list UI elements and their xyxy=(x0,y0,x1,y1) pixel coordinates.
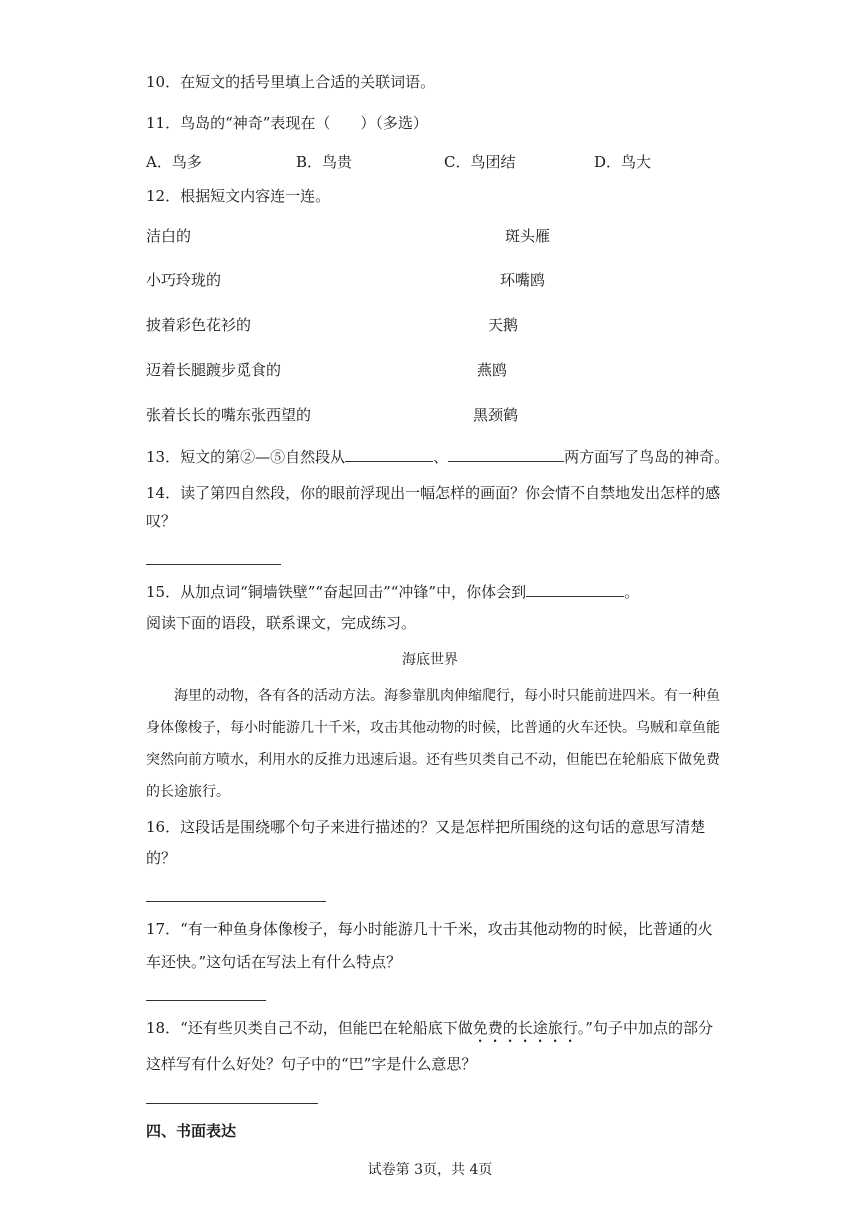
match-right-item: 环嘴鸥 xyxy=(500,271,546,289)
question-18-line1 xyxy=(146,1018,713,1046)
page-footer: 试卷第 3页，共 4页 xyxy=(367,1162,493,1178)
answer-blank[interactable] xyxy=(448,445,564,462)
option-c: C．鸟团结 xyxy=(444,153,516,171)
section-heading: 四、书面表达 xyxy=(146,1122,237,1140)
passage-text: 海里的动物，各有各的活动方法。海参靠肌肉伸缩爬行，每小时只能前进四米。有一种鱼身体像梭子，每小时能游几十千米，攻击其他动物的时候，比普通的火车还快。乌贼和章鱼能突然向前方喷水，利用水的反推力迅速后退。还有些贝类自己不动，但能巴在轮船底下做免费的长途旅行。 xyxy=(146,688,720,800)
answer-line[interactable] xyxy=(146,1000,266,1001)
question-14-line1: 14．读了第四自然段，你的眼前浮现出一幅怎样的画面？你会情不自禁地发出怎样的感 xyxy=(146,484,721,502)
question-14-line2: 叹？ xyxy=(146,512,177,530)
question-13 xyxy=(146,445,729,467)
match-right-item: 燕鸥 xyxy=(477,361,508,379)
answer-line[interactable] xyxy=(146,564,281,565)
match-left-item: 小巧玲珑的 xyxy=(146,271,222,289)
answer-line[interactable] xyxy=(146,1103,318,1104)
question-17-line2: 车还快。”这句话在写法上有什么特点？ xyxy=(146,953,402,971)
question-15-text: 。 xyxy=(624,583,640,601)
question-10: 10．在短文的括号里填上合适的关联词语。 xyxy=(146,73,436,91)
question-16-line1: 16．这段话是围绕哪个句子来进行描述的？又是怎样把所围绕的这句话的意思写清楚 xyxy=(146,818,706,836)
question-13-text: 13．短文的第②—⑤自然段从 xyxy=(146,448,346,466)
question-11: 11．鸟岛的“神奇”表现在（ ）（多选） xyxy=(146,114,428,132)
match-left-item: 披着彩色花衫的 xyxy=(146,316,252,334)
question-18-text: 18．“还有些贝类自己不动，但能巴在轮船底下做 xyxy=(146,1019,473,1037)
passage-title: 海底世界 xyxy=(402,652,458,668)
match-right-item: 天鹅 xyxy=(488,316,519,334)
question-13-text: 两方面写了鸟岛的神奇。 xyxy=(564,448,730,466)
reading-intro: 阅读下面的语段，联系课文，完成练习。 xyxy=(146,614,417,632)
answer-blank[interactable] xyxy=(345,445,433,462)
question-12: 12．根据短文内容连一连。 xyxy=(146,187,331,205)
question-16-line2: 的？ xyxy=(146,849,177,867)
question-18-line2: 这样写有什么好处？句子中的“巴”字是什么意思？ xyxy=(146,1055,477,1073)
answer-blank[interactable] xyxy=(526,580,624,597)
question-18-text: 。”句子中加点的部分 xyxy=(577,1019,713,1037)
dotted-phrase: 免费的长途旅行 xyxy=(472,1019,578,1037)
option-a: A．鸟多 xyxy=(146,153,202,171)
question-13-text: 、 xyxy=(433,448,449,466)
answer-line[interactable] xyxy=(146,901,326,902)
match-left-item: 洁白的 xyxy=(146,227,192,245)
match-left-item: 迈着长腿踱步觅食的 xyxy=(146,361,282,379)
match-right-item: 斑头雁 xyxy=(505,227,551,245)
match-left-item: 张着长长的嘴东张西望的 xyxy=(146,406,312,424)
question-15 xyxy=(146,580,639,602)
option-b: B．鸟贵 xyxy=(296,153,353,171)
question-15-text: 15．从加点词“铜墙铁壁”“奋起回击”“冲锋”中，你体会到 xyxy=(146,583,527,601)
option-d: D．鸟大 xyxy=(594,153,652,171)
passage-body xyxy=(146,680,720,808)
match-right-item: 黑颈鹤 xyxy=(473,406,519,424)
question-17-line1: 17．“有一种鱼身体像梭子，每小时能游几十千米，攻击其他动物的时候，比普通的火 xyxy=(146,920,713,938)
